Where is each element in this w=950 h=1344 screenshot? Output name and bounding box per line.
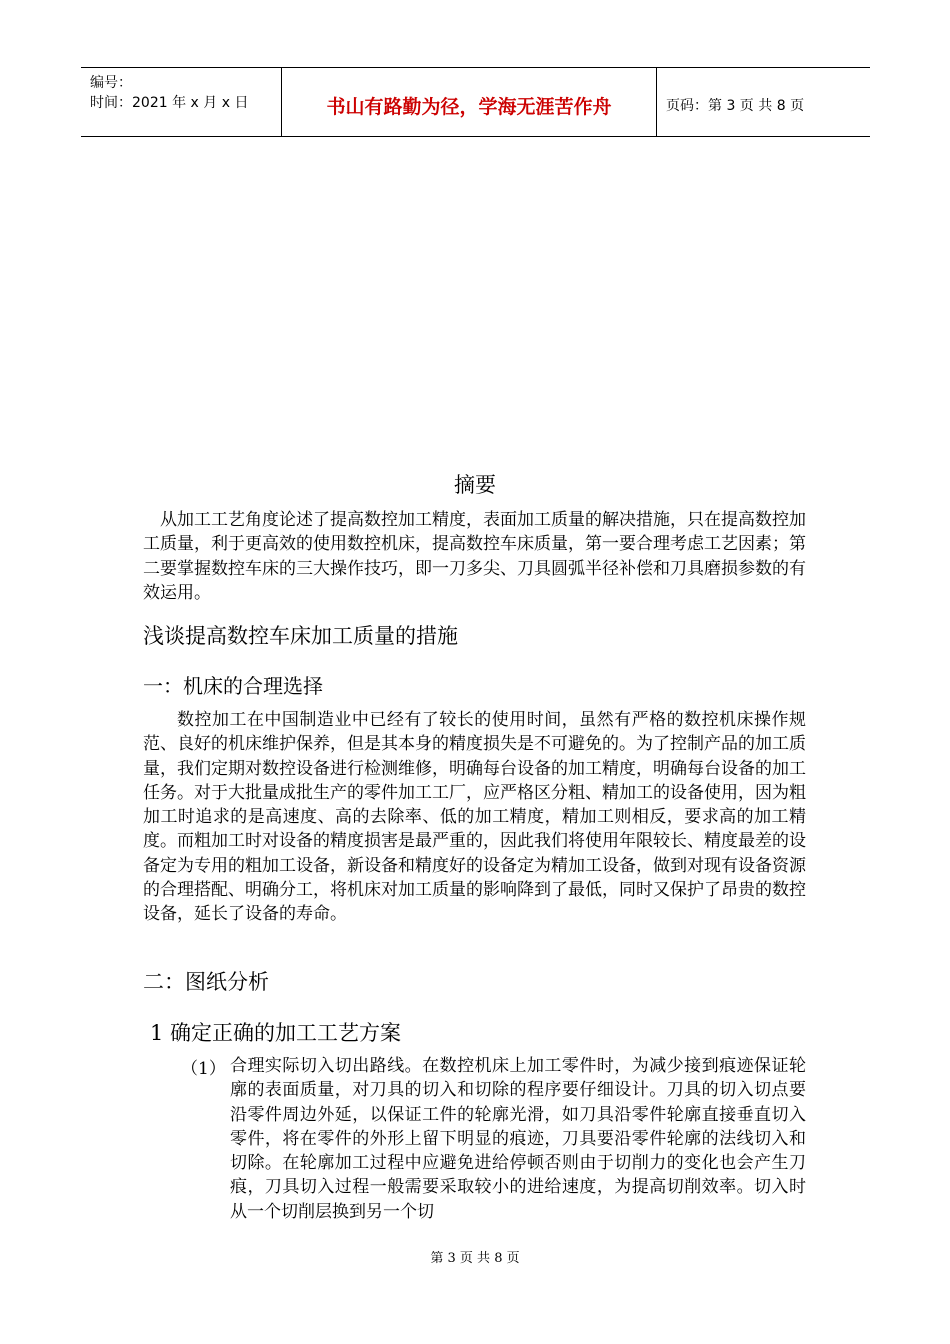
document-number-label: 编号： bbox=[90, 75, 132, 91]
list-item-text: 合理实际切入切出路线。在数控机床上加工零件时，为减少接到痕迹保证轮廓的表面质量，对刀具的切入和切除的程序要仔细设计。刀具的切入切点要沿零件周边外延，以保证工件的轮廓光滑，如刀具沿零件轮廓直接垂直切入零件，将在零件的外形上留下明显的痕迹，刀具要沿零件轮廓的法线切入和切除。在轮廓加工过程中应避免进给停顿否则由于切削力的变化也会产生刀痕，刀具切入过程一般需要采取较小的进给速度，为提高切削效率。切入时从一个切削层换到另一个切 bbox=[230, 1056, 806, 1222]
header-table bbox=[81, 67, 870, 137]
section-2-heading: 二：图纸分析 bbox=[143, 970, 269, 994]
list-item-number: （1） bbox=[181, 1059, 226, 1079]
section-1-heading: 一：机床的合理选择 bbox=[143, 674, 323, 698]
header-page-code: 页码：第 3 页 共 8 页 bbox=[666, 98, 805, 114]
abstract-paragraph: 从加工工艺角度论述了提高数控加工精度，表面加工质量的解决措施，只在提高数控加工质量，利于更高效的使用数控机床，提高数控车床质量，第一要合理考虑工艺因素；第二要掌握数控车床的三大操作技巧，即一刀多尖、刀具圆弧半径补偿和刀具磨损参数的有效运用。 bbox=[143, 510, 806, 603]
article-title: 浅谈提高数控车床加工质量的措施 bbox=[143, 624, 458, 648]
header-motto-cell bbox=[282, 68, 657, 136]
document-date-label: 时间：2021 年 x 月 x 日 bbox=[90, 95, 249, 111]
header-page-cell bbox=[657, 68, 870, 136]
header-motto: 书山有路勤为径，学海无涯苦作舟 bbox=[326, 96, 612, 118]
section-2-subheading: 1 确定正确的加工工艺方案 bbox=[150, 1021, 402, 1045]
page-footer: 第 3 页 共 8 页 bbox=[430, 1251, 520, 1266]
section-1-paragraph: 数控加工在中国制造业中已经有了较长的使用时间，虽然有严格的数控机床操作规范、良好的机床维护保养，但是其本身的精度损失是不可避免的。为了控制产品的加工质量，我们定期对数控设备进行检测维修，明确每台设备的加工精度，明确每台设备的加工任务。对于大批量成批生产的零件加工工厂，应严格区分粗、精加工的设备使用，因为粗加工时追求的是高速度、高的去除率、低的加工精度，精加工则相反，要求高的加工精度。而粗加工时对设备的精度损害是最严重的，因此我们将使用年限较长、精度最差的设备定为专用的粗加工设备，新设备和精度好的设备定为精加工设备，做到对现有设备资源的合理搭配、明确分工，将机床对加工质量的影响降到了最低，同时又保护了昂贵的数控设备，延长了设备的寿命。 bbox=[143, 710, 806, 925]
header-meta-cell bbox=[81, 68, 282, 136]
abstract-title: 摘要 bbox=[454, 473, 496, 497]
